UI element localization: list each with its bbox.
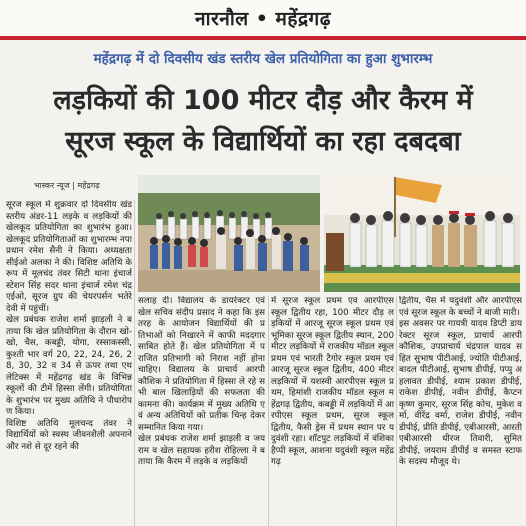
column-4-paragraph-2: इस अवसर पर गायत्री यादव डिप्टी डायरेक्टर सूरज स्कूल, प्राचार्य आरपी कौशिक, उपप्राचार्य चंद्रपाल यादव सहित सुभाष पीटीआई, ज्योति पीटीआई, बादल पीटीआई, सुभाष डीपीई, पप्पु अहलावत डीपीई, श्याम प्रकाश डीपीई, राकेश डीपीई, नवीन डीपीई, कैप्टन कृष्ण कुमार, सूरज सिंह कोच, मुकेश वर्मा, वीरेंद्र वर्मा, राजेश डीपीई, नवीन डीपीई, प्रीति डीपीई, एबीआरसी, आरती एबीआरसी धीरज तिवारी, सुमित डीपीई, जयराम डीपीई व समस्त स्टाफ के सदस्य मौजूद थे। xyxy=(399,319,522,467)
masthead xyxy=(0,0,526,40)
column-rule-1 xyxy=(134,200,135,526)
byline: भास्कर न्यूज | महेंद्रगढ़ xyxy=(34,181,100,190)
column-3-paragraph-1: में सूरज स्कूल प्रथम एव आरपीएस स्कूल द्वितीय रहा, 100 मीटर दौड़ लड़कियों में आरजू सूरज स्कूल प्रथम एवं भूमिका सूरज स्कूल द्वितीय स्थान, 200 मीटर लड़कियों में राजकीय मॉडल स्कूल प्रथम एवं भारती टैगोर स्कूल प्रथम एवं आरजू सूरज स्कूल द्वितीय, 400 मीटर लड़कियों में यशस्वी आरपीएस स्कूल प्रथम, हिमांशी राजकीय मॉडल स्कूल महेंद्रगढ़ द्वितीय, कबड्डी में लड़कियों में आरपीएस स्कूल प्रथम, सूरज स्कूल द्वितीय, फैसी ड्रेस में प्रथम स्थान पर यदुवंशी रहा। शॉटपुट लड़कियों में वंशिका हैप्पी स्कूल, आशना यदुवंशी स्कूल महेंद्रगढ़ xyxy=(271,296,394,467)
photo-students-lineup-image xyxy=(138,175,320,292)
article-column-2 xyxy=(138,296,265,526)
photo-ceremony-guests-image xyxy=(324,175,520,292)
column-4-paragraph-1: द्वितीय, चैस में यदुवंशी और आरपीएस एवं सूरज स्कूल के बच्चों ने बाजी मारी। xyxy=(399,296,522,318)
column-1-paragraph-3: विशिष्ट अतिथि मूलचन्द तंवर ने विद्यार्थियों को स्वस्थ जीवनशैली अपनाने और नशे से दूर रहने की xyxy=(6,418,132,452)
photo-ceremony-guests xyxy=(324,175,520,292)
article-kicker: महेंद्रगढ़ में दो दिवसीय खंड स्तरीय खेल प्रतियोगिता का हुआ शुभारम्भ xyxy=(93,51,433,67)
column-rule-3 xyxy=(396,296,397,526)
photo-students-lineup xyxy=(138,175,320,292)
article-column-3 xyxy=(271,296,394,526)
article-headline xyxy=(8,80,518,162)
column-2-paragraph-1: सलाह दी। विद्यालय के डायरेक्टर एवं खेल सचिव संदीप प्रसाद ने कहा कि इस तरह के आयोजन विद्यार्थियों की प्रतिभाओं को निखारने में काफी मददगार साबित होते हैं। खेल प्रतियोगिता में पराजित प्रतिभागी को निराश नहीं होना चाहिए। विद्यालय के प्राचार्य आरपी कौशिक ने प्रतियोगिता में हिस्सा ले रहे सभी बाल खिलाड़ियों की सफलता की कामना की। कार्यक्रम में मुख्य अतिथि एवं अन्य अतिथियों को प्रतीक चिन्ह देकर सम्मानित किया गया। xyxy=(138,296,265,433)
column-rule-2 xyxy=(268,296,269,526)
column-1-paragraph-2: खेल प्रबंधक राजेश शर्मा झाड़ली ने बताया कि खेल प्रतियोगिता के दौरान खो-खो, चैस, कबड्डी, योगा, रस्साकस्सी, कुश्ती भार वर्ग 20, 22, 24, 26, 28, 30, 32 व 34 से ऊपर तथा एथलेटिक्स में महेंद्रगढ़ खंड के विभिन्न स्कूलों की टीमें हिस्सा लेंगी। प्रतियोगिता के शुभारंभ पर मुख्य अतिथि ने पौधारोपण किया। xyxy=(6,315,132,417)
masthead-title: नारनौल • महेंद्रगढ़ xyxy=(195,8,331,30)
headline-line-2: सूरज स्कूल के विद्यार्थियों का रहा दबदबा xyxy=(65,126,461,157)
article-column-4 xyxy=(399,296,522,526)
headline-line-1: लड़कियों की 100 मीटर दौड़ और कैरम में xyxy=(53,85,473,116)
column-2-paragraph-2: खेल प्रबंधक राजेश शर्मा झाड़ली व जय राम व खेल सहायक हरीश रोहिल्ला ने बताया कि कैरम में लड़के व लड़कियों xyxy=(138,434,265,467)
article-column-1 xyxy=(6,200,132,526)
column-1-paragraph-1: सूरज स्कूल में शुक्रवार दो दिवसीय खंड स्तरीय अंडर-11 लड़के व लड़कियों की खेलकूद प्रतियोगिता का शुभारंभ हुआ। खेलकूद प्रतियोगिताओं का शुभारम्भ नपा प्रधान रमेश सैनी ने किया। अध्यक्षता सीईओ अलका ने की। विशिष्ट अतिथि के रूप में मूलचंद तंवर सिटी थाना इंचार्ज स्टेशन सिंह सदर थाना इंचार्ज रमेश चंद्र एईओ, सूरज ग्रुप की चेयरपर्सन भतेरे देवी में पहुंचीं। xyxy=(6,200,132,314)
